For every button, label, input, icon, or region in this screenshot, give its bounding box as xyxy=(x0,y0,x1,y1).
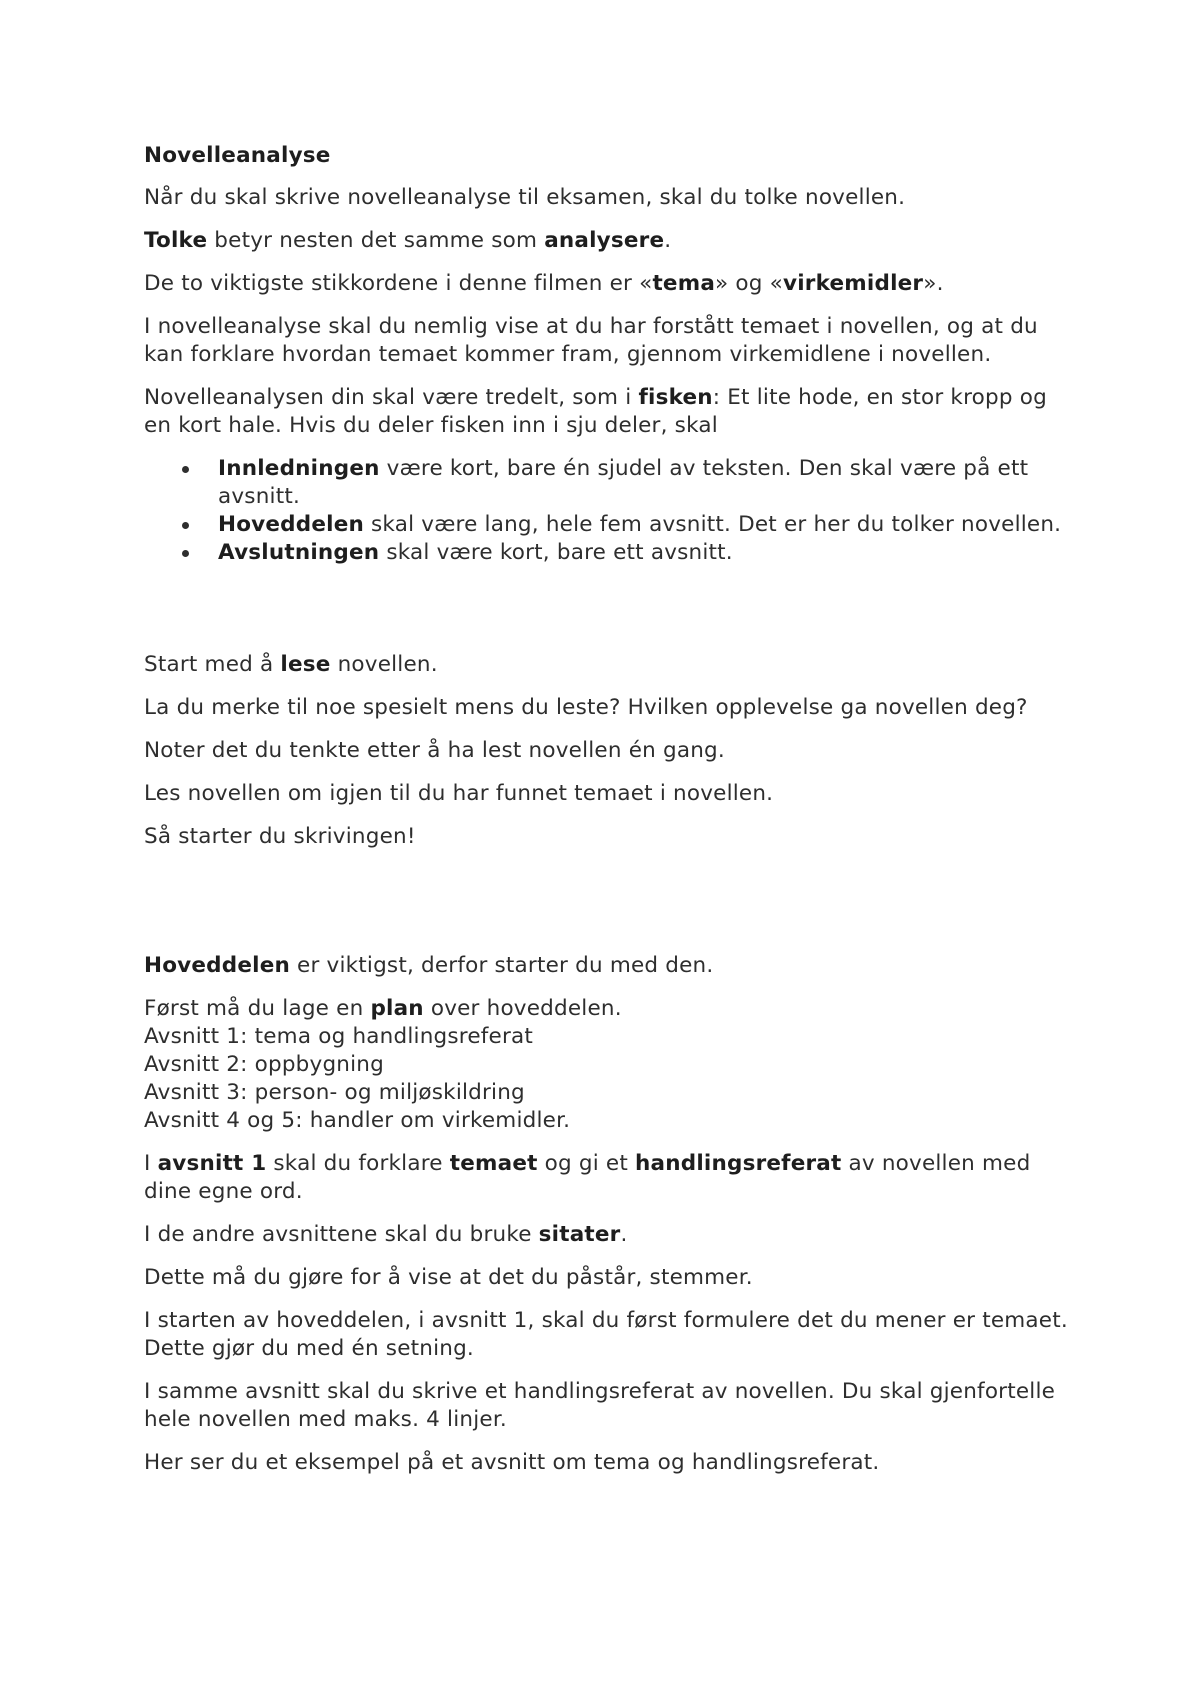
main-paragraph-2: I avsnitt 1 skal du forklare temaet og gi et handlingsreferat av novellen med dine egne ord. xyxy=(144,1151,1031,1204)
reading-paragraph-2: La du merke til noe spesielt mens du leste? Hvilken opplevelse ga novellen deg? xyxy=(144,695,1028,720)
bold-term: Tolke xyxy=(144,228,208,253)
intro-paragraph-3: De to viktigste stikkordene i denne filmen er «tema» og «virkemidler». xyxy=(144,271,944,296)
plan-block xyxy=(144,995,1080,1135)
document-title: Novelleanalyse xyxy=(144,143,331,168)
main-paragraph-6: I samme avsnitt skal du skrive et handlingsreferat av novellen. Du skal gjenfortelle hele novellen med maks. 4 linjer. xyxy=(144,1379,1056,1432)
plan-line: Avsnitt 1: tema og handlingsreferat xyxy=(144,1024,534,1049)
main-paragraph-1: Hoveddelen er viktigst, derfor starter du med den. xyxy=(144,953,714,978)
bold-term: analysere xyxy=(544,228,665,253)
plan-line: Avsnitt 2: oppbygning xyxy=(144,1052,384,1077)
reading-paragraph-1: Start med å lese novellen. xyxy=(144,652,438,677)
main-paragraph-7: Her ser du et eksempel på et avsnitt om tema og handlingsreferat. xyxy=(144,1450,880,1475)
reading-paragraph-5: Så starter du skrivingen! xyxy=(144,824,416,849)
bold-term: tema xyxy=(652,271,716,296)
bold-term: lese xyxy=(280,652,331,677)
bold-term: avsnitt 1 xyxy=(157,1151,267,1176)
plan-intro: Først må du lage en plan over hoveddelen. xyxy=(144,996,622,1021)
main-paragraph-3: I de andre avsnittene skal du bruke sitater. xyxy=(144,1222,628,1247)
bold-term: Avslutningen xyxy=(218,540,380,565)
bold-term: handlingsreferat xyxy=(635,1151,842,1176)
bold-term: Innledningen xyxy=(218,456,380,481)
list-item: Hoveddelen skal være lang, hele fem avsnitt. Det er her du tolker novellen. xyxy=(218,511,1080,539)
parts-list xyxy=(144,455,1080,567)
intro-paragraph-1: Når du skal skrive novelleanalyse til eksamen, skal du tolke novellen. xyxy=(144,185,906,210)
main-paragraph-5: I starten av hoveddelen, i avsnitt 1, skal du først formulere det du mener er temaet. Dette gjør du med én setning. xyxy=(144,1308,1068,1361)
main-paragraph-4: Dette må du gjøre for å vise at det du påstår, stemmer. xyxy=(144,1265,753,1290)
bold-term: fisken xyxy=(638,385,713,410)
intro-paragraph-5: Novelleanalysen din skal være tredelt, som i fisken: Et lite hode, en stor kropp og en kort hale. Hvis du deler fisken inn i sju deler, skal xyxy=(144,385,1047,438)
bold-term: sitater xyxy=(538,1222,621,1247)
bold-term: Hoveddelen xyxy=(218,512,364,537)
list-item: Innledningen være kort, bare én sjudel av teksten. Den skal være på ett avsnitt. xyxy=(218,455,1080,511)
bold-term: virkemidler xyxy=(783,271,924,296)
bold-term: temaet xyxy=(449,1151,538,1176)
list-item: Avslutningen skal være kort, bare ett avsnitt. xyxy=(218,539,1080,567)
reading-paragraph-3: Noter det du tenkte etter å ha lest novellen én gang. xyxy=(144,738,725,763)
plan-line: Avsnitt 4 og 5: handler om virkemidler. xyxy=(144,1108,571,1133)
plan-line: Avsnitt 3: person- og miljøskildring xyxy=(144,1080,525,1105)
bold-term: Hoveddelen xyxy=(144,953,290,978)
spacer xyxy=(144,866,1080,952)
bold-term: plan xyxy=(370,996,424,1021)
intro-paragraph-2: Tolke betyr nesten det samme som analysere. xyxy=(144,228,672,253)
intro-paragraph-4: I novelleanalyse skal du nemlig vise at du har forstått temaet i novellen, og at du kan forklare hvordan temaet kommer fram, gjennom virkemidlene i novellen. xyxy=(144,314,1038,367)
spacer xyxy=(144,567,1080,651)
reading-paragraph-4: Les novellen om igjen til du har funnet temaet i novellen. xyxy=(144,781,774,806)
